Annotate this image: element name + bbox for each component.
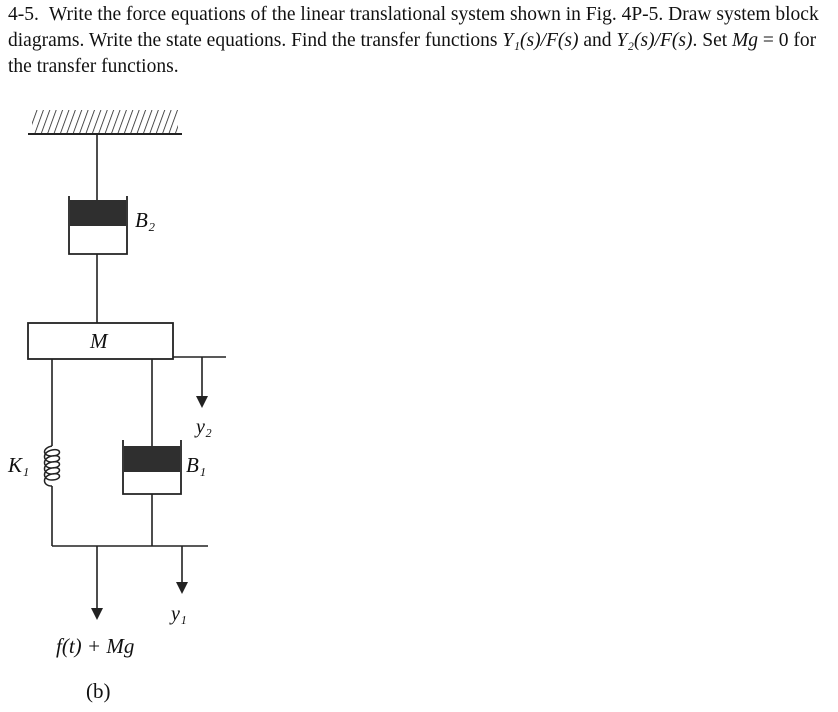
- transfer-function-y2: Y₂(s)/F(s): [616, 30, 693, 51]
- y1-arrow: [176, 546, 188, 594]
- spring-k1-label: K₁: [8, 453, 30, 477]
- force-label: f(t) + Mg: [56, 634, 135, 658]
- y2-arrow: [196, 357, 208, 408]
- spring-k1: [45, 446, 60, 486]
- damper-b2: [69, 196, 127, 254]
- figure-caption: (b): [86, 679, 111, 703]
- ground-support: [28, 110, 182, 134]
- problem-text-part-1: Write the force equations of the linear translational system shown in Fig. 4P-5. Draw system block diagrams. Write the state equations. Find the transfer functions: [8, 4, 819, 51]
- mass-label: M: [90, 329, 108, 353]
- y2-label: y₂: [196, 416, 212, 438]
- force-arrow: [91, 546, 103, 620]
- problem-text-part-3: . Set: [692, 30, 733, 51]
- damper-b1: [123, 440, 181, 494]
- problem-text-part-2: and: [578, 30, 617, 51]
- damper-b2-label: B₂: [135, 208, 156, 232]
- problem-text-part-4: = 0 for the transfer functions.: [8, 30, 817, 77]
- transfer-function-y1: Y₁(s)/F(s): [502, 30, 579, 51]
- mg-term: Mg: [732, 30, 759, 51]
- problem-number: 4-5.: [8, 4, 39, 25]
- y1-label: y₁: [171, 603, 187, 625]
- damper-b1-label: B₁: [186, 453, 207, 477]
